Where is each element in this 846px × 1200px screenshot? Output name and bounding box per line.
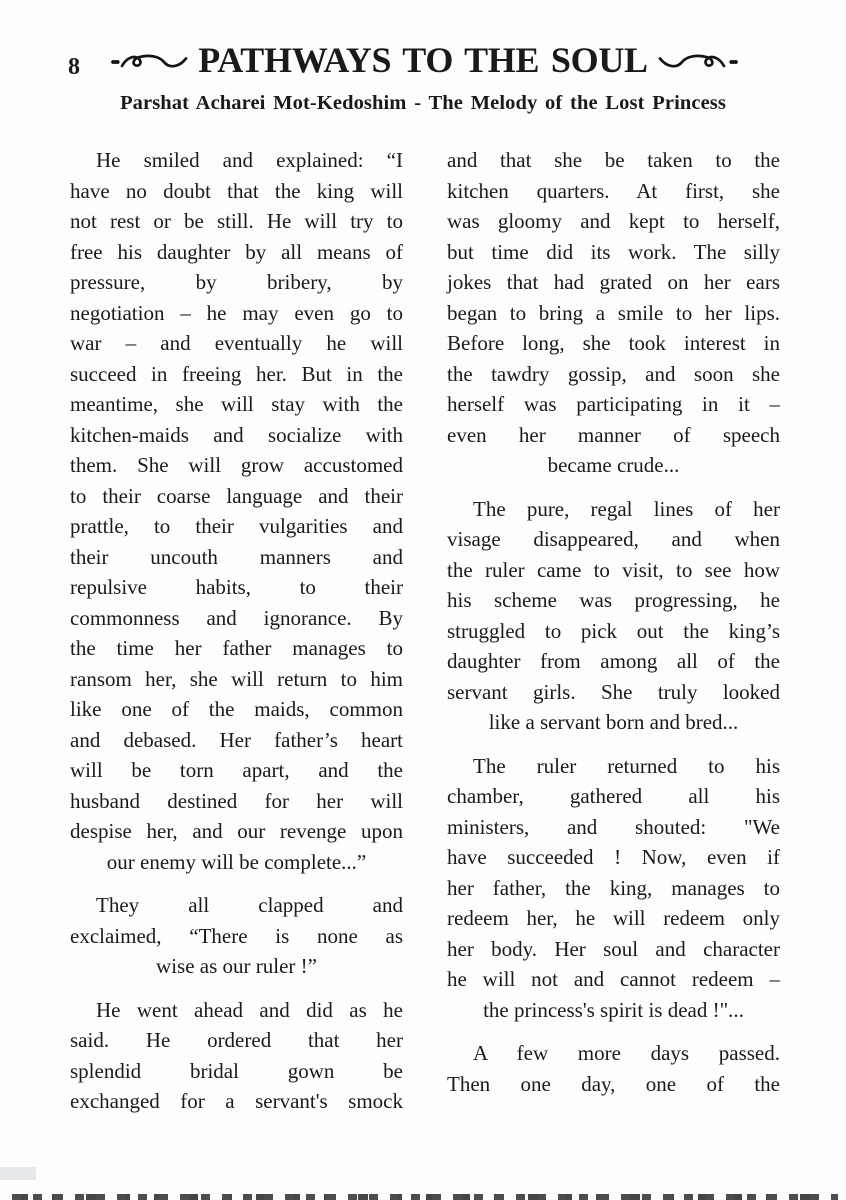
text-line: ministers, and shouted: "We <box>447 814 780 839</box>
flourish-left-icon <box>110 48 191 72</box>
paragraph <box>70 145 403 877</box>
text-line: he will not and cannot redeem – <box>447 967 780 991</box>
book-title: PATHWAYS TO THE SOUL <box>198 40 648 80</box>
paragraph <box>447 494 780 738</box>
text-line: their uncouth manners and <box>70 544 403 569</box>
text-line: A few more days passed. <box>473 1041 780 1065</box>
text-line: them. She will grow accustomed <box>70 453 403 477</box>
text-line: servant girls. She truly looked <box>447 679 780 704</box>
text-line: redeem her, he will redeem only <box>447 906 780 930</box>
text-line: the time her father manages to <box>70 636 403 660</box>
paragraph <box>70 995 403 1117</box>
text-line: pressure, by bribery, by <box>70 270 403 294</box>
text-line: He went ahead and did as he <box>96 997 403 1022</box>
text-line: exclaimed, “There is none as <box>70 923 403 948</box>
text-line: war – and eventually he will <box>70 331 403 355</box>
text-line: visage disappeared, and when <box>447 527 780 551</box>
paragraph <box>447 145 780 481</box>
page-number: 8 <box>68 54 80 80</box>
text-line: They all clapped and <box>96 893 403 917</box>
text-line: kitchen-maids and socialize with <box>70 422 403 447</box>
flourish-dots: ••• <box>728 54 736 71</box>
text-line: said. He ordered that her <box>70 1028 403 1052</box>
text-columns <box>70 145 780 1117</box>
flourish-dots: ••• <box>110 54 118 71</box>
text-line: splendid bridal gown be <box>70 1058 403 1083</box>
paragraph <box>70 890 403 982</box>
text-line: to their coarse language and their <box>70 483 403 508</box>
text-line: Then one day, one of the <box>447 1071 780 1096</box>
text-line: daughter from among all of the <box>447 649 780 673</box>
text-line: and debased. Her father’s heart <box>70 727 403 752</box>
text-line: succeed in freeing her. But in the <box>70 361 403 386</box>
text-line: struggled to pick out the king’s <box>447 618 780 643</box>
text-line: negotiation – he may even go to <box>70 300 403 325</box>
text-line: husband destined for her will <box>70 788 403 813</box>
text-line: even her manner of speech <box>447 422 780 447</box>
text-line: have no doubt that the king will <box>70 178 403 203</box>
text-line: became crude... <box>547 453 680 477</box>
left-column <box>70 145 403 1117</box>
text-line: his scheme was progressing, he <box>447 588 780 612</box>
text-line: despise her, and our revenge upon <box>70 819 403 843</box>
text-line: have succeeded ! Now, even if <box>447 845 780 869</box>
text-line: exchanged for a servant's smock <box>70 1089 403 1113</box>
text-line: prattle, to their vulgarities and <box>70 514 403 538</box>
text-line: not rest or be still. He will try to <box>70 209 403 233</box>
text-line: the princess's spirit is dead !"... <box>483 997 744 1022</box>
text-line: The ruler returned to his <box>473 753 780 778</box>
book-title-row <box>0 42 846 78</box>
text-line: free his daughter by all means of <box>70 239 403 264</box>
scan-artifact-blob <box>0 1167 36 1180</box>
text-line: The pure, regal lines of her <box>473 496 780 521</box>
text-line: herself was participating in it – <box>447 392 780 416</box>
text-line: was gloomy and kept to herself, <box>447 209 780 233</box>
text-line: her body. Her soul and character <box>447 936 780 961</box>
text-line: He smiled and explained: “I <box>96 148 403 172</box>
next-page-cutoff-marks <box>12 1194 838 1200</box>
text-line: wise as our ruler !” <box>156 954 317 978</box>
text-line: the tawdry gossip, and soon she <box>447 361 780 386</box>
chapter-subtitle: Parshat Acharei Mot-Kedoshim - The Melody of the Lost Princess <box>120 92 726 114</box>
text-line: the ruler came to visit, to see how <box>447 557 780 582</box>
text-line: her father, the king, manages to <box>447 875 780 900</box>
text-line: ransom her, she will return to him <box>70 666 403 691</box>
text-line: meantime, she will stay with the <box>70 392 403 416</box>
text-line: Before long, she took interest in <box>447 331 780 355</box>
text-line: like one of the maids, common <box>70 697 403 721</box>
text-line: but time did its work. The silly <box>447 239 780 264</box>
text-line: commonness and ignorance. By <box>70 605 403 630</box>
text-line: our enemy will be complete...” <box>106 849 367 874</box>
text-line: jokes that had grated on her ears <box>447 270 780 294</box>
flourish-right-icon <box>655 48 736 72</box>
text-line: began to bring a smile to her lips. <box>447 300 780 325</box>
paragraph <box>447 751 780 1026</box>
text-line: and that she be taken to the <box>447 148 780 172</box>
text-line: chamber, gathered all his <box>447 784 780 808</box>
text-line: repulsive habits, to their <box>70 575 403 599</box>
text-line: like a servant born and bred... <box>488 710 739 734</box>
paragraph <box>447 1038 780 1099</box>
right-column <box>447 145 780 1117</box>
text-line: will be torn apart, and the <box>70 758 403 782</box>
text-line: kitchen quarters. At first, she <box>447 178 780 203</box>
